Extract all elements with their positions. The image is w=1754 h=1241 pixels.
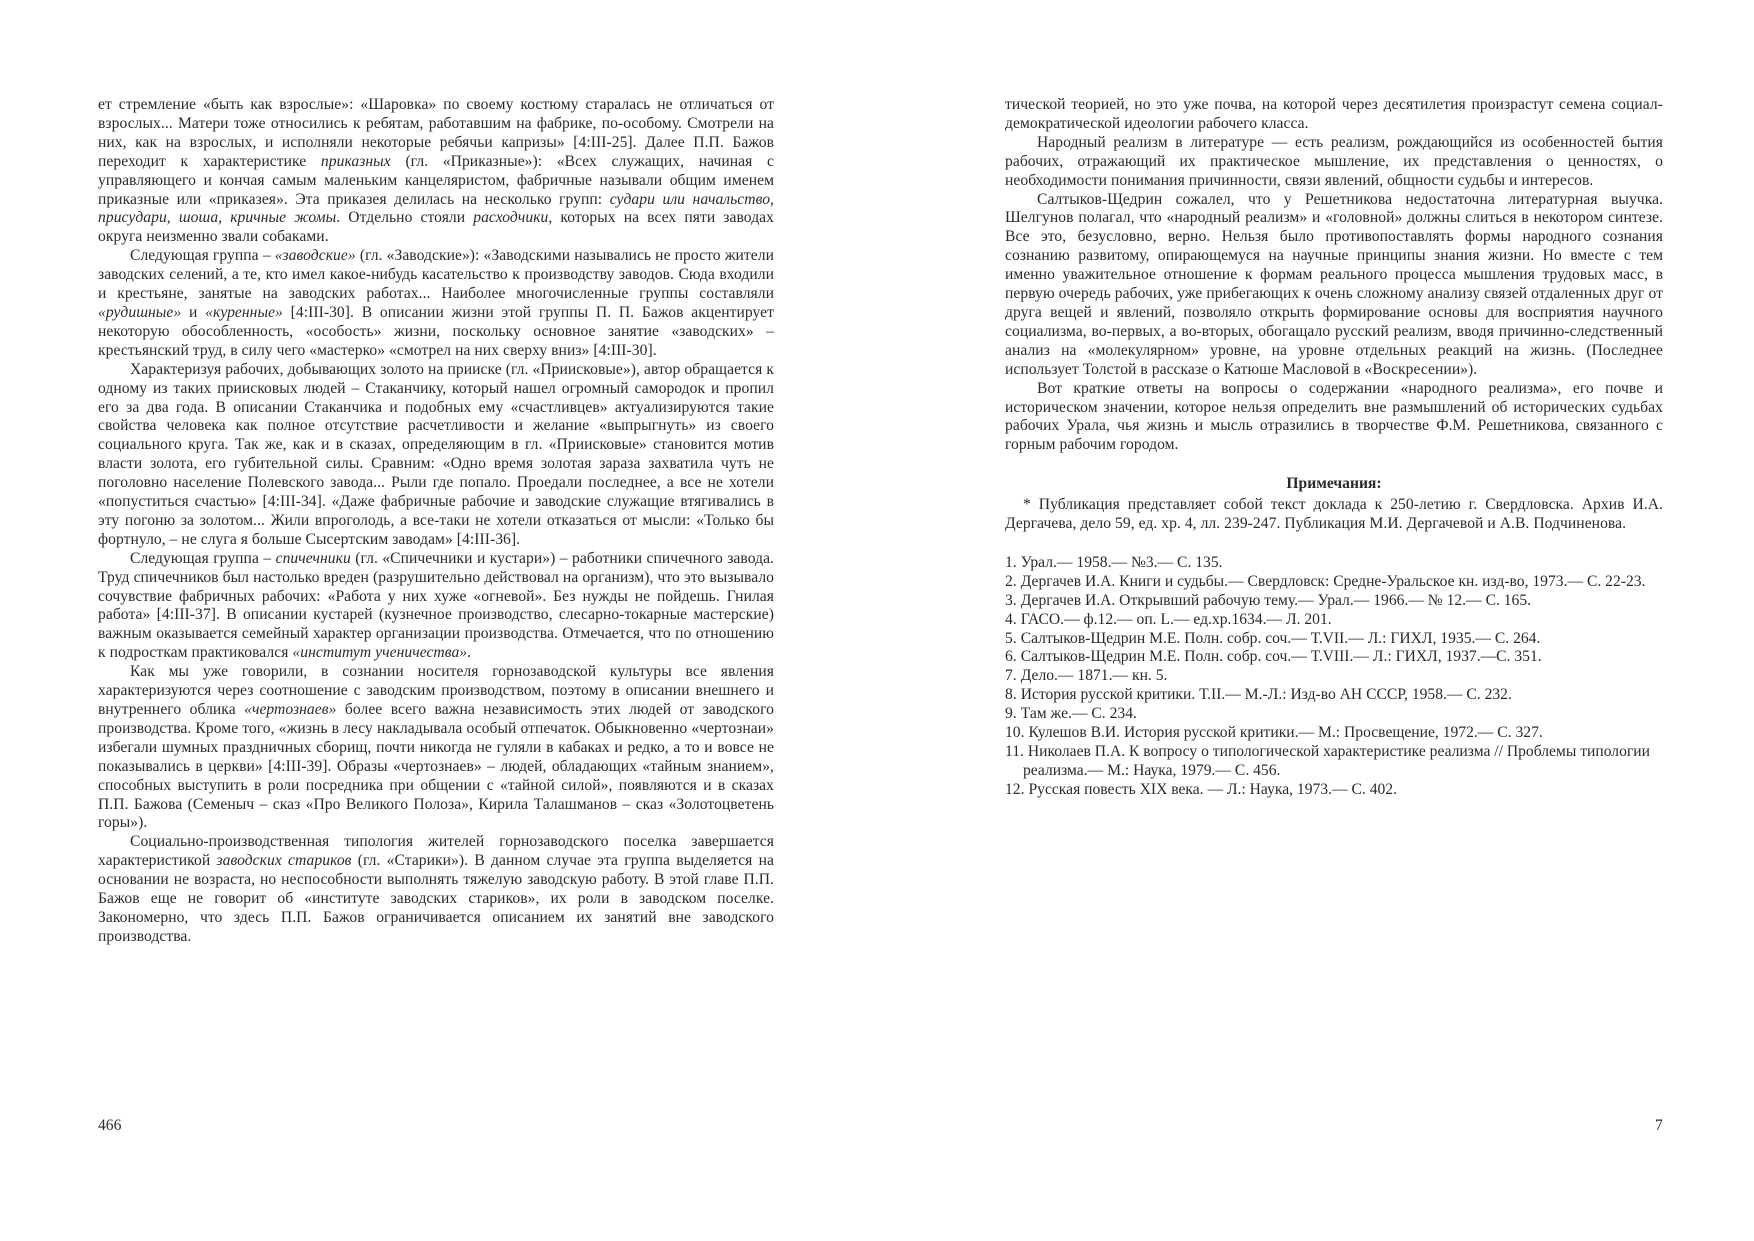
text-run: (гл. «Спичечники и кустари») – работники спичечного завода. Труд спичечников был настолько вреден (разрушительно действовал на организм), что это вызывало сочувствие фабричных рабочих: «Работа у них хуже «огневой». Без нужды не пойдешь. Гнилая работа» [4:III-37]. В описании кустарей (кузнечное производство, слесарно-токарные мастерские) важным оказывается семейный характер организации производства. Отмечается, что по отношению к подросткам практиковался xyxy=(98,549,775,662)
reference-number: 7. xyxy=(1005,667,1017,685)
reference-text: Кулешов В.И. История русской критики.— М.: Просвещение, 1972.— С. 327. xyxy=(1028,724,1543,742)
italic-term: спичечники xyxy=(275,549,351,567)
right-paragraph: Народный реализм в литературе — есть реализм, рождающийся из особенностей бытия рабочих, отражающий их практическое мышление, их представления о ценностях, о необходимости понимания причинности, связи явлений, общности судьбы и интересов. xyxy=(1005,133,1663,189)
italic-term: «институт ученичества» xyxy=(292,644,468,662)
italic-term: судари или начальство, присудари, шоша, кричные жомы xyxy=(98,190,774,227)
reference-text: Николаев П.А. К вопросу о типологической характеристике реализма // Проблемы типологии реализма.— М.: Наука, 1979.— С. 456. xyxy=(1023,743,1650,779)
reference-text: ГАСО.— ф.12.— оп. L.— ед.хр.1634.— Л. 201. xyxy=(1020,610,1332,628)
reference-item xyxy=(1005,611,1663,630)
reference-item xyxy=(1005,630,1663,649)
text-run: (гл. «Старики»). В данном случае эта группа выделяется на основании не возраста, но неспособности выполнять тяжелую заводскую работу. В этой главе П.П. Бажов еще не говорит об «институте заводских стариков», их роли в заводском поселке. Закономерно, что здесь П.П. Бажов ограничивается описанием их занятий вне заводского производства. xyxy=(98,852,775,945)
reference-text: Дергачев И.А. Открывший рабочую тему.— Урал.— 1966.— № 12.— С. 165. xyxy=(1020,591,1532,609)
reference-number: 3. xyxy=(1005,591,1017,609)
left-paragraph xyxy=(98,361,774,550)
text-run: , которых на всех пяти заводах округа неизменно звали собаками. xyxy=(98,209,774,246)
reference-number: 8. xyxy=(1005,686,1017,704)
text-run: ет стремление «быть как взрослые»: «Шаровка» по своему костюму старалась не отличаться от взрослых... Матери тоже относились к ребятам, работавшим на фабрике, по-особому. Смотрели на них, как на взрослых, и исполняли некоторые ребячьи капризы» [4:III-25]. Далее П.П. Бажов переходит к характеристике xyxy=(98,96,774,170)
text-run: и xyxy=(181,303,206,321)
reference-item xyxy=(1005,573,1663,592)
reference-item xyxy=(1005,554,1663,573)
reference-text: Дергачев И.А. Книги и судьбы.— Свердловск: Средне-Уральское кн. изд-во, 1973.— С. 22-23. xyxy=(1020,572,1646,590)
reference-text: Русская повесть XIX века. — Л.: Наука, 1973.— С. 402. xyxy=(1028,780,1397,798)
left-paragraph xyxy=(98,663,774,833)
right-page-body xyxy=(1005,96,1663,455)
reference-number: 10. xyxy=(1005,724,1025,742)
text-run: Социально-производственная типология жителей горнозаводского поселка завершается характеристикой xyxy=(98,833,774,870)
references-list xyxy=(1005,554,1663,800)
reference-text: Салтыков-Щедрин М.Е. Полн. собр. соч.— Т.VII.— Л.: ГИХЛ, 1935.— С. 264. xyxy=(1020,629,1541,647)
text-run: . Отдельно стояли xyxy=(336,209,474,227)
reference-item xyxy=(1005,743,1663,781)
text-run: Следующая группа – xyxy=(130,549,276,567)
italic-term: «куренные» xyxy=(205,303,283,321)
text-run: Следующая группа – xyxy=(130,247,275,265)
reference-number: 4. xyxy=(1005,610,1017,628)
right-page xyxy=(1005,96,1663,1156)
italic-term: «заводские» xyxy=(274,247,356,265)
italic-term: расходчики xyxy=(473,209,549,227)
left-paragraph xyxy=(98,96,774,247)
italic-term: «рудишные» xyxy=(98,303,182,321)
reference-text: Дело.— 1871.— кн. 5. xyxy=(1020,667,1168,685)
reference-number: 6. xyxy=(1005,648,1017,666)
reference-number: 1. xyxy=(1005,553,1017,571)
reference-text: История русской критики. Т.II.— М.-Л.: Изд-во АН СССР, 1958.— С. 232. xyxy=(1020,686,1512,704)
reference-number: 11. xyxy=(1005,743,1024,760)
text-run: . xyxy=(467,644,472,662)
right-paragraph: Салтыков-Щедрин сожалел, что у Решетникова недостаточна литературная выучка. Шелгунов полагал, что «народный реализм» и «головной» должны слиться в некотором синтезе. Все это, безусловно, верно. Нельзя было противопоставлять формы народного сознания сознанию развитому, опирающемуся на научные принципы знания жизни. Но вместе с тем именно уважительное отношение к формам реального процесса мышления трудовых масс, в первую очередь рабочих, уже прибегающих к очень сложному анализу связей отдаленных друг от друга вещей и явлений, позволяло открыть формирование основы для восприятия научного социализма, во-первых, а во-вторых, обогащало русский реализм, вводя причинно-следственный анализ на «молекулярном» уровне, на уровне отдельных реакций на жизнь. (Последнее использует Толстой в рассказе о Катюше Масловой в «Воскресении»). xyxy=(1005,190,1663,378)
left-paragraph xyxy=(98,833,774,946)
left-paragraph xyxy=(98,247,774,360)
reference-item xyxy=(1005,648,1663,667)
right-paragraph: Вот краткие ответы на вопросы о содержании «народного реализма», его почве и историческом значении, которое нельзя определить вне размышлений об исторических судьбах рабочих Урала, чья жизнь и мысль отразились в творчестве Ф.М. Решетникова, связанного с горным рабочим городом. xyxy=(1005,379,1663,454)
reference-item xyxy=(1005,686,1663,705)
reference-text: Там же.— С. 234. xyxy=(1020,705,1137,723)
left-paragraph xyxy=(98,550,774,663)
italic-term: «чертознаев» xyxy=(244,701,337,718)
reference-item xyxy=(1005,592,1663,611)
reference-text: Урал.— 1958.— №3.— С. 135. xyxy=(1020,553,1223,571)
reference-item xyxy=(1005,705,1663,724)
text-run: более всего важна независимость этих людей от заводского производства. Кроме того, «жизнь в лесу накладывала особый отпечаток. Обыкновенно «чертознаи» избегали шумных праздничных сборищ, почти никогда не гуляли в кабаках и редко, а то и вовсе не показывались в церкви» [4:III-39]. Образы «чертознаев» – людей, обладающих «тайным знанием», способных выступить в роли посредника при общении с «тайной силой», появляются и в сказах П.П. Бажова (Семеныч – сказ «Про Великого Полоза», Кирила Талашманов – сказ «Золотоцветень горы»). xyxy=(98,701,774,832)
reference-number: 9. xyxy=(1005,705,1017,723)
text-run: [4:III-30]. В описании жизни этой группы П. П. Бажов акцентирует некоторую обособленность, «особость» жизни, поскольку основное занятие «заводских» – крестьянский труд, в силу чего «мастерко» «смотрел на них сверху вниз» [4:III-30]. xyxy=(98,303,775,359)
reference-number: 2. xyxy=(1005,572,1017,590)
left-page xyxy=(98,96,774,1156)
left-page-number: 466 xyxy=(98,1117,122,1134)
reference-item xyxy=(1005,724,1663,743)
reference-number: 12. xyxy=(1005,780,1025,798)
reference-item xyxy=(1005,781,1663,800)
italic-term: приказных xyxy=(320,152,391,170)
right-paragraph: тической теорией, но это уже почва, на которой через десятилетия произрастут семена социал-демократической идеологии рабочего класса. xyxy=(1005,96,1663,132)
text-run: (гл. «Приказные»): «Всех служащих, начиная с управляющего и кончая самым маленьким канцеляристом, фабричные называли общим именем приказные или «приказея». Эта приказея делилась на несколько групп: xyxy=(98,152,774,208)
right-page-number: 7 xyxy=(1655,1117,1663,1134)
reference-item xyxy=(1005,667,1663,686)
text-run: (гл. «Заводские»): «Заводскими назывались не просто жители заводских селений, а те, кто имел какое-нибудь касательство к производству заводов. Сюда входили и крестьяне, занятые на заводских работах... Наиболее многочисленные группы составляли xyxy=(98,247,774,303)
left-page-body xyxy=(98,96,774,947)
text-run: Как мы уже говорили, в сознании носителя горнозаводской культуры все явления характеризуются через соотношение с заводским производством, поэтому в описании внешнего и внутреннего облика xyxy=(98,663,774,718)
publication-note: * Публикация представляет собой текст доклада к 250-летию г. Свердловска. Архив И.А. Дергачева, дело 59, ед. хр. 4, лл. 239-247. Публикация М.И. Дергачевой и А.В. Подчиненова. xyxy=(1005,496,1663,533)
text-run: Характеризуя рабочих, добывающих золото на прииске (гл. «Приисковые»), автор обращается к одному из таких приисковых людей – Стаканчику, который нашел огромный самородок и пропил его за два года. В описании Стаканчика и подобных ему «счастливцев» актуализируются такие свойства человека как полное отсутствие расчетливости и желание «выпрыгнуть» из своего социального круга. Так же, как и в сказах, определяющим в гл. «Приисковые» становится мотив власти золота, его губительной силы. Сравним: «Одно время золотая зараза захватила чуть не поголовно население Полевского завода... Рыли где попало. Проедали последнее, а все не хотели «попуститься счастью» [4:III-34]. «Даже фабричные рабочие и заводские служащие втягивались в эту погоню за золотом... Жили впроголодь, а все-таки не хотели отказаться от мысли: «Только бы фортнуло, – не слуга я больше Сысертским заводам» [4:III-36]. xyxy=(98,360,774,548)
reference-text: Салтыков-Щедрин М.Е. Полн. собр. соч.— Т.VIII.— Л.: ГИХЛ, 1937.—С. 351. xyxy=(1020,648,1542,666)
reference-number: 5. xyxy=(1005,629,1017,647)
italic-term: заводских стариков xyxy=(216,852,352,870)
notes-heading: Примечания: xyxy=(1286,475,1382,493)
